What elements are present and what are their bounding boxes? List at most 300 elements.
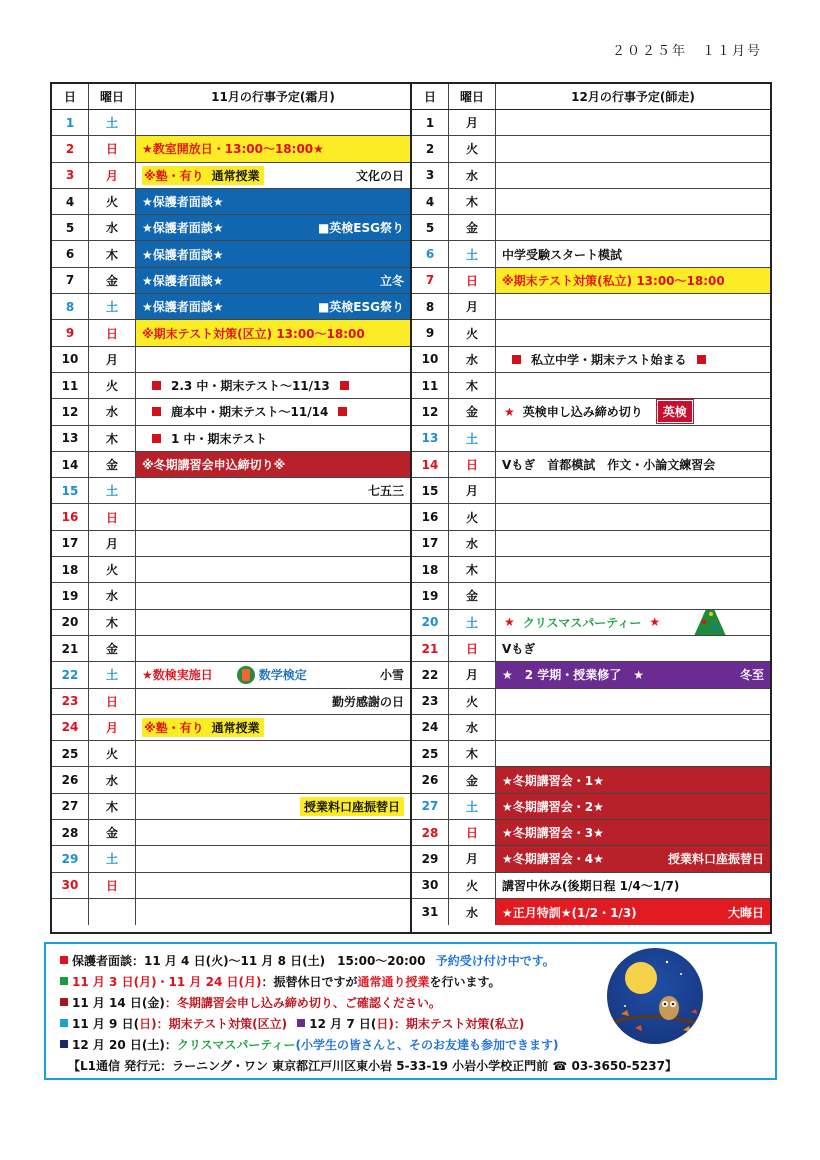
event-note: 立冬	[379, 273, 404, 288]
notice-text: を行います。	[429, 975, 501, 989]
day-number: 11	[412, 373, 449, 398]
event-cell	[496, 320, 770, 345]
event-cell	[136, 426, 410, 451]
weekday: 月	[89, 715, 136, 740]
day-number: 4	[52, 189, 89, 214]
event-text: ※塾・有り	[142, 718, 206, 737]
day-number: 28	[412, 820, 449, 845]
november-row	[52, 215, 410, 241]
issue-label: ２０２５年 １１月号	[611, 44, 762, 59]
december-row	[412, 399, 770, 425]
november-row	[52, 478, 410, 504]
event-cell	[496, 163, 770, 188]
day-number: 14	[412, 452, 449, 477]
event-cell	[496, 715, 770, 740]
notice-text: 12 月 7 日(	[309, 1017, 377, 1031]
day-number: 15	[52, 478, 89, 503]
weekday: 土	[89, 110, 136, 135]
event-cell	[136, 294, 410, 319]
event-text: ※塾・有り	[142, 166, 206, 185]
calendar-table	[50, 82, 772, 934]
event-cell	[496, 557, 770, 582]
weekday: 木	[449, 741, 496, 766]
weekday: 木	[449, 557, 496, 582]
november-row	[52, 767, 410, 793]
december-row	[412, 846, 770, 872]
november-row	[52, 610, 410, 636]
december-row	[412, 452, 770, 478]
day-number: 28	[52, 820, 89, 845]
day-number: 27	[52, 794, 89, 819]
december-row	[412, 504, 770, 530]
november-row	[52, 531, 410, 557]
weekday: 月	[449, 110, 496, 135]
day-number: 13	[412, 426, 449, 451]
event-cell	[136, 636, 410, 661]
math-exam-icon	[237, 666, 255, 684]
november-row	[52, 715, 410, 741]
weekday: 金	[89, 268, 136, 293]
day-number: 24	[412, 715, 449, 740]
weekday: 金	[449, 215, 496, 240]
event-cell	[496, 741, 770, 766]
event-text: 1 中・期末テスト	[171, 431, 268, 446]
weekday: 日	[89, 136, 136, 161]
event-cell	[136, 767, 410, 792]
weekday: 金	[449, 583, 496, 608]
weekday: 土	[89, 662, 136, 687]
weekday: 日	[449, 268, 496, 293]
event-cell	[496, 294, 770, 319]
weekday: 火	[449, 136, 496, 161]
event-cell	[136, 531, 410, 556]
december-column	[412, 84, 770, 932]
day-number: 3	[412, 163, 449, 188]
day-number: 20	[52, 610, 89, 635]
event-text: ★冬期講習会・3★	[502, 826, 604, 841]
event-text: ★ 2 学期・授業修了 ★	[502, 668, 645, 683]
december-row	[412, 215, 770, 241]
day-number: 25	[412, 741, 449, 766]
event-text: ★保護者面談★	[142, 247, 224, 262]
weekday: 土	[449, 610, 496, 635]
weekday	[89, 899, 136, 925]
event-text: クリスマスパーティー	[522, 615, 642, 630]
weekday: 金	[89, 820, 136, 845]
notice-highlight: 日	[139, 1017, 152, 1031]
weekday: 水	[89, 399, 136, 424]
notice-highlight: 通常通り授業	[357, 975, 430, 989]
event-cell	[496, 426, 770, 451]
november-row	[52, 136, 410, 162]
event-cell	[136, 820, 410, 845]
november-row	[52, 794, 410, 820]
event-text: ※期末テスト対策(私立) 13:00～18:00	[502, 273, 725, 288]
weekday: 火	[449, 689, 496, 714]
red-square-icon	[60, 956, 68, 964]
december-row	[412, 873, 770, 899]
event-note: 七五三	[367, 484, 404, 499]
event-text: 鹿本中・期末テスト～11/14	[171, 405, 329, 420]
november-row	[52, 557, 410, 583]
day-number: 12	[412, 399, 449, 424]
event-text: ★保護者面談★	[142, 300, 224, 315]
weekday: 日	[449, 452, 496, 477]
event-cell	[496, 846, 770, 871]
notice-line-1	[60, 952, 555, 969]
event-text: ★正月特訓★(1/2・1/3)	[502, 905, 637, 920]
event-cell	[136, 215, 410, 240]
notice-line-5	[60, 1036, 558, 1053]
notice-highlight: 日	[376, 1017, 389, 1031]
event-cell	[496, 899, 770, 925]
event-text: ★教室開放日・13:00～18:00★	[142, 142, 324, 157]
event-cell	[136, 268, 410, 293]
day-number: 13	[52, 426, 89, 451]
weekday: 日	[449, 820, 496, 845]
day-number: 29	[412, 846, 449, 871]
event-cell	[136, 873, 410, 898]
december-row	[412, 241, 770, 267]
weekday: 土	[89, 846, 136, 871]
purple-square-icon	[297, 1019, 305, 1027]
weekday: 水	[89, 767, 136, 792]
notice-line-2	[60, 973, 501, 990]
november-row	[52, 347, 410, 373]
event-cell	[136, 189, 410, 214]
december-row	[412, 294, 770, 320]
day-number: 10	[52, 347, 89, 372]
moon-owl-icon	[607, 948, 703, 1044]
weekday: 水	[449, 531, 496, 556]
day-number: 3	[52, 163, 89, 188]
weekday: 土	[449, 426, 496, 451]
publisher-line: 【L1通信 発行元：ラーニング・ワン 東京都江戸川区東小岩 5-33-19 小岩小学校正門前 ☎ 03-3650-5237】	[68, 1059, 677, 1073]
day-number: 20	[412, 610, 449, 635]
day-header: 日	[412, 84, 449, 109]
red-square-icon	[152, 381, 161, 390]
event-text: ★保護者面談★	[142, 195, 224, 210]
day-number: 8	[412, 294, 449, 319]
weekday: 月	[449, 478, 496, 503]
event-text: 中学受験スタート模試	[502, 247, 623, 262]
november-row	[52, 899, 410, 925]
red-square-icon	[152, 434, 161, 443]
december-row	[412, 163, 770, 189]
december-row	[412, 820, 770, 846]
november-row	[52, 163, 410, 189]
december-row	[412, 426, 770, 452]
december-row	[412, 268, 770, 294]
notice-text: 11 月 9 日(	[72, 1017, 140, 1031]
december-row	[412, 110, 770, 136]
event-text: ※冬期講習会申込締切り※	[142, 458, 286, 472]
december-row	[412, 583, 770, 609]
event-note: 文化の日	[355, 168, 404, 183]
weekday: 火	[449, 504, 496, 529]
december-row	[412, 899, 770, 925]
november-row	[52, 662, 410, 688]
december-row	[412, 557, 770, 583]
weekday: 木	[89, 610, 136, 635]
red-square-icon	[338, 407, 347, 416]
weekday: 日	[89, 504, 136, 529]
weekday: 月	[89, 531, 136, 556]
day-number: 9	[52, 320, 89, 345]
november-column	[52, 84, 412, 932]
event-note: 冬至	[739, 668, 764, 683]
november-title: 11月の行事予定(霜月)	[211, 90, 335, 104]
notice-line-3	[60, 994, 441, 1011]
day-number: 19	[52, 583, 89, 608]
day-number: 25	[52, 741, 89, 766]
event-cell	[136, 583, 410, 608]
event-cell	[496, 347, 770, 372]
weekday: 火	[89, 189, 136, 214]
weekday: 月	[449, 846, 496, 871]
day-number: 30	[52, 873, 89, 898]
day-number: 2	[412, 136, 449, 161]
december-row	[412, 767, 770, 793]
event-cell	[136, 241, 410, 266]
weekday: 木	[89, 426, 136, 451]
notice-text: 11 月 14 日(金)	[72, 996, 165, 1010]
december-row	[412, 347, 770, 373]
day-number: 29	[52, 846, 89, 871]
event-cell	[496, 241, 770, 266]
notice-highlight: ：冬期講習会申し込み締め切り、ご確認ください。	[164, 996, 441, 1010]
weekday: 火	[449, 320, 496, 345]
weekday: 水	[449, 899, 496, 925]
day-number: 19	[412, 583, 449, 608]
day-number: 21	[412, 636, 449, 661]
event-subtext: 通常授業	[206, 718, 264, 737]
green-square-icon	[60, 977, 68, 985]
event-cell	[136, 399, 410, 424]
november-row	[52, 241, 410, 267]
day-number: 24	[52, 715, 89, 740]
event-note: 小雪	[379, 668, 404, 683]
weekday: 金	[449, 767, 496, 792]
event-cell	[136, 320, 410, 345]
weekday: 日	[89, 689, 136, 714]
event-cell	[496, 189, 770, 214]
december-row	[412, 689, 770, 715]
notice-highlight: )：期末テスト対策(区立)	[151, 1017, 288, 1031]
event-cell	[496, 636, 770, 661]
event-text: Vもぎ 首都模試 作文・小論文練習会	[502, 458, 716, 472]
december-row	[412, 794, 770, 820]
december-title: 12月の行事予定(師走)	[571, 90, 695, 104]
event-cell	[136, 373, 410, 398]
red-square-icon	[512, 355, 521, 364]
event-cell	[496, 662, 770, 687]
day-number: 9	[412, 320, 449, 345]
day-number: 17	[412, 531, 449, 556]
event-text: ※期末テスト対策(区立) 13:00～18:00	[142, 326, 365, 341]
day-number: 22	[412, 662, 449, 687]
event-text: ★冬期講習会・4★	[502, 852, 604, 867]
november-row	[52, 846, 410, 872]
red-square-icon	[697, 355, 706, 364]
december-header	[412, 84, 770, 110]
event-cell	[136, 899, 410, 925]
weekday-header: 曜日	[449, 84, 496, 109]
event-note: 授業料口座振替日	[300, 797, 404, 816]
december-row	[412, 478, 770, 504]
weekday: 金	[89, 636, 136, 661]
day-header: 日	[52, 84, 89, 109]
weekday: 月	[89, 163, 136, 188]
event-cell	[496, 373, 770, 398]
event-cell	[496, 583, 770, 608]
day-number: 5	[412, 215, 449, 240]
weekday: 火	[89, 557, 136, 582]
weekday: 土	[449, 794, 496, 819]
november-row	[52, 583, 410, 609]
notice-highlight: )：期末テスト対策(私立)	[388, 1017, 525, 1031]
day-number: 5	[52, 215, 89, 240]
math-exam-label: 数学検定	[258, 668, 307, 683]
day-number: 31	[412, 899, 449, 925]
weekday: 土	[89, 294, 136, 319]
weekday: 土	[89, 478, 136, 503]
weekday: 水	[89, 583, 136, 608]
event-cell	[136, 689, 410, 714]
event-cell	[496, 136, 770, 161]
red-square-icon	[152, 407, 161, 416]
event-cell	[496, 689, 770, 714]
day-number: 17	[52, 531, 89, 556]
weekday: 水	[449, 347, 496, 372]
event-cell	[136, 136, 410, 161]
event-cell	[496, 268, 770, 293]
navy-square-icon	[60, 1040, 68, 1048]
event-cell	[136, 347, 410, 372]
event-text: ★数検実施日	[142, 668, 213, 683]
weekday-header: 曜日	[89, 84, 136, 109]
event-cell	[496, 794, 770, 819]
star-icon: ★	[504, 404, 515, 419]
star-icon: ★	[504, 615, 515, 630]
notice-highlight: (小学生の皆さんと、そのお友達も参加できます)	[295, 1038, 559, 1052]
event-note: ■英検ESG祭り	[317, 221, 404, 236]
day-number: 22	[52, 662, 89, 687]
day-number: 18	[412, 557, 449, 582]
weekday: 水	[89, 215, 136, 240]
day-number: 14	[52, 452, 89, 477]
event-cell	[496, 399, 770, 424]
november-row	[52, 294, 410, 320]
november-header	[52, 84, 410, 110]
event-cell	[136, 741, 410, 766]
day-number: 1	[52, 110, 89, 135]
math-exam-logo	[237, 666, 307, 684]
day-number: 7	[412, 268, 449, 293]
weekday: 日	[449, 636, 496, 661]
event-note: 大晦日	[727, 905, 764, 920]
notice-highlight: 11 月 3 日(月)・11 月 24 日(月)	[72, 975, 262, 989]
day-number: 4	[412, 189, 449, 214]
day-number: 27	[412, 794, 449, 819]
day-number: 6	[52, 241, 89, 266]
event-text: 講習中休み(後期日程 1/4～1/7)	[502, 878, 680, 893]
weekday: 火	[89, 741, 136, 766]
christmas-tree-icon	[680, 610, 740, 635]
event-text: ★保護者面談★	[142, 273, 224, 288]
december-row	[412, 189, 770, 215]
red-square-icon	[340, 381, 349, 390]
event-cell	[136, 715, 410, 740]
event-cell	[496, 531, 770, 556]
november-row	[52, 373, 410, 399]
day-number: 15	[412, 478, 449, 503]
weekday: 金	[449, 399, 496, 424]
day-number: 16	[52, 504, 89, 529]
moon-owl-illustration	[607, 948, 703, 1044]
event-cell	[496, 478, 770, 503]
event-cell	[136, 662, 410, 687]
day-number	[52, 899, 89, 925]
notice-highlight: 予約受け付け中です。	[435, 954, 555, 968]
notice-text: ：振替休日ですが	[261, 975, 358, 989]
event-text: ★保護者面談★	[142, 221, 224, 236]
day-number: 10	[412, 347, 449, 372]
november-row	[52, 320, 410, 346]
weekday: 日	[89, 320, 136, 345]
event-note: ■英検ESG祭り	[317, 300, 404, 315]
november-row	[52, 399, 410, 425]
november-row	[52, 741, 410, 767]
november-row	[52, 873, 410, 899]
december-row	[412, 610, 770, 636]
event-cell	[496, 504, 770, 529]
november-row	[52, 504, 410, 530]
notice-highlight: クリスマスパーティー	[176, 1038, 296, 1052]
december-row	[412, 136, 770, 162]
event-cell	[496, 873, 770, 898]
day-number: 6	[412, 241, 449, 266]
event-text: ★冬期講習会・2★	[502, 799, 604, 814]
day-number: 26	[412, 767, 449, 792]
event-text: Vもぎ	[502, 642, 536, 657]
event-cell	[136, 452, 410, 477]
event-cell	[136, 110, 410, 135]
day-number: 7	[52, 268, 89, 293]
december-row	[412, 636, 770, 662]
weekday: 土	[449, 241, 496, 266]
event-cell	[496, 452, 770, 477]
november-row	[52, 268, 410, 294]
november-row	[52, 636, 410, 662]
day-number: 1	[412, 110, 449, 135]
weekday: 火	[449, 873, 496, 898]
event-text: 英検申し込み締め切り	[522, 405, 643, 420]
event-text: 2.3 中・期末テスト～11/13	[171, 379, 330, 394]
event-cell	[496, 610, 770, 635]
notice-text: 12 月 20 日(土)：	[72, 1038, 177, 1052]
december-row	[412, 320, 770, 346]
event-cell	[496, 820, 770, 845]
weekday: 木	[89, 241, 136, 266]
december-row	[412, 715, 770, 741]
december-row	[412, 662, 770, 688]
event-note: 授業料口座振替日	[667, 852, 764, 867]
day-number: 18	[52, 557, 89, 582]
day-number: 26	[52, 767, 89, 792]
november-row	[52, 452, 410, 478]
weekday: 月	[89, 347, 136, 372]
